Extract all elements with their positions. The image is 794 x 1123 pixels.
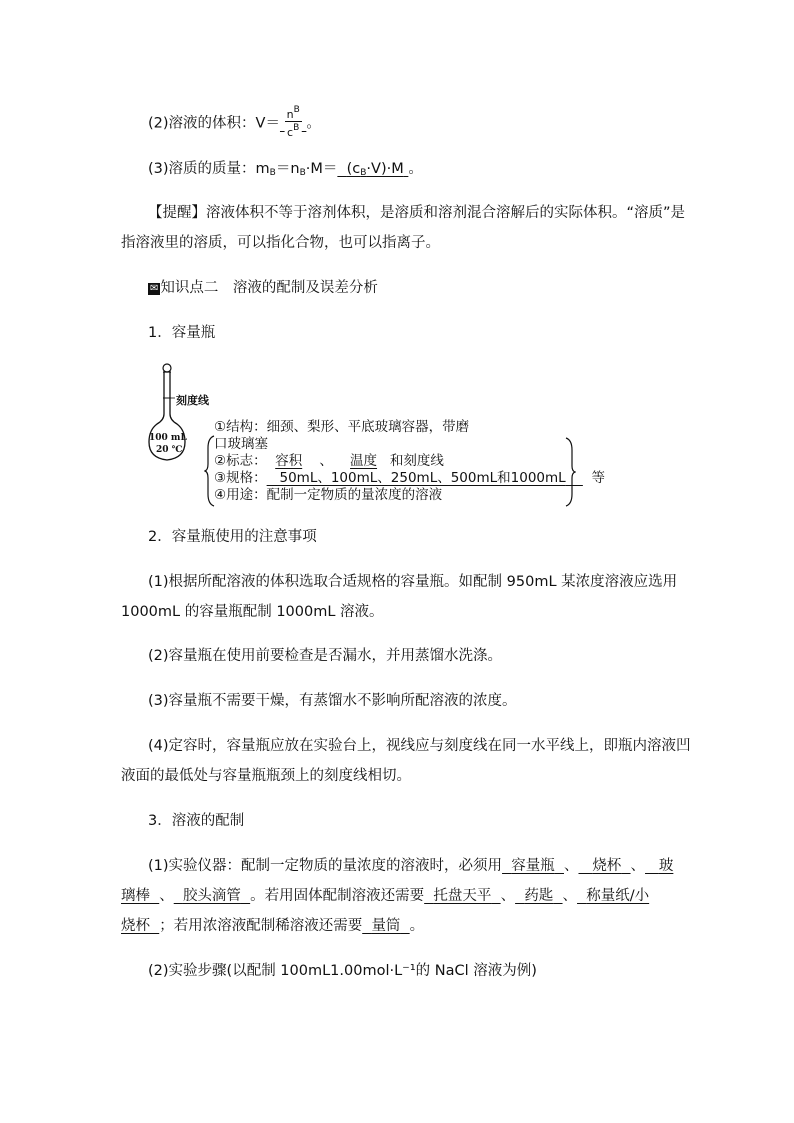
mass-formula: (3)溶质的质量：$m_B=n_B\cdot M= (c_B\cdot V)\cdot M$ 。 xyxy=(148,161,423,178)
flask-mark-label: 刻度线 xyxy=(176,394,209,407)
mass-answer: $(c_B\cdot V)\cdot M$ xyxy=(346,161,404,178)
reminder-line-1: 【提醒】溶液体积不等于溶剂体积，是溶质和溶剂混合溶解后的实际体积。“溶质”是 xyxy=(148,205,686,221)
flask-use-line: ④用途：配制一定物质的量浓度的溶液 xyxy=(214,487,443,503)
subsection-1: 1．容量瓶 xyxy=(148,325,216,341)
envelope-icon: ✉ xyxy=(150,283,159,294)
note-4a: (4)定容时，容量瓶应放在实验台上，视线应与刻度线在同一水平线上，即瓶内溶液凹 xyxy=(148,738,691,754)
instruments-line-3: 烧杯 ；若用浓溶液配制稀溶液还需要 量筒 。 xyxy=(121,918,425,934)
section-heading: ✉ 知识点二 溶液的配制及误差分析 xyxy=(150,280,378,296)
flask-specs-line: ③规格： 50mL、100mL、250mL、500mL和1000mL 等 xyxy=(214,470,605,486)
steps-heading: (2)实验步骤(以配制 100mL1.00mol·L⁻¹的 NaCl 溶液为例) xyxy=(148,963,537,979)
instruments-line-2: 璃棒 、 胶头滴管 。若用固体配制溶液还需要 托盘天平 、 药匙 、 称量纸/小 xyxy=(121,888,650,904)
reminder-line-2: 指溶液里的溶质，可以指化合物，也可以指离子。 xyxy=(121,235,440,251)
subsection-2: 2．容量瓶使用的注意事项 xyxy=(148,529,317,545)
flask-structure-line-2: 口玻璃塞 xyxy=(214,436,268,452)
note-4b: 液面的最低处与容量瓶瓶颈上的刻度线相切。 xyxy=(121,768,411,784)
flask-structure-line-1: ①结构：细颈、梨形、平底玻璃容器，带磨 xyxy=(214,419,470,435)
note-3: (3)容量瓶不需要干燥，有蒸馏水不影响所配溶液的浓度。 xyxy=(148,693,517,709)
note-2: (2)容量瓶在使用前要检查是否漏水，并用蒸馏水洗涤。 xyxy=(148,648,503,664)
note-1b: 1000mL 的容量瓶配制 1000mL 溶液。 xyxy=(121,604,384,620)
flask-marks-line: ②标志： 容积 、 温度 和刻度线 xyxy=(214,453,444,469)
flask-temp-label: 20 ℃ xyxy=(156,445,183,455)
volume-formula: (2)溶液的体积：V＝ $\frac{n^B}{c^B}$ 。 xyxy=(148,105,321,139)
flask-volume-label: 100 mL xyxy=(149,433,187,443)
instruments-line-1: (1)实验仪器：配制一定物质的量浓度的溶液时，必须用 容量瓶 、 烧杯 、 玻 xyxy=(148,858,674,874)
note-1a: (1)根据所配溶液的体积选取合适规格的容量瓶。如配制 950mL 某浓度溶液应选用 xyxy=(148,574,678,590)
subsection-3: 3．溶液的配制 xyxy=(148,813,245,829)
volume-answer: $\frac{n^B}{c^B}$ xyxy=(286,105,300,139)
